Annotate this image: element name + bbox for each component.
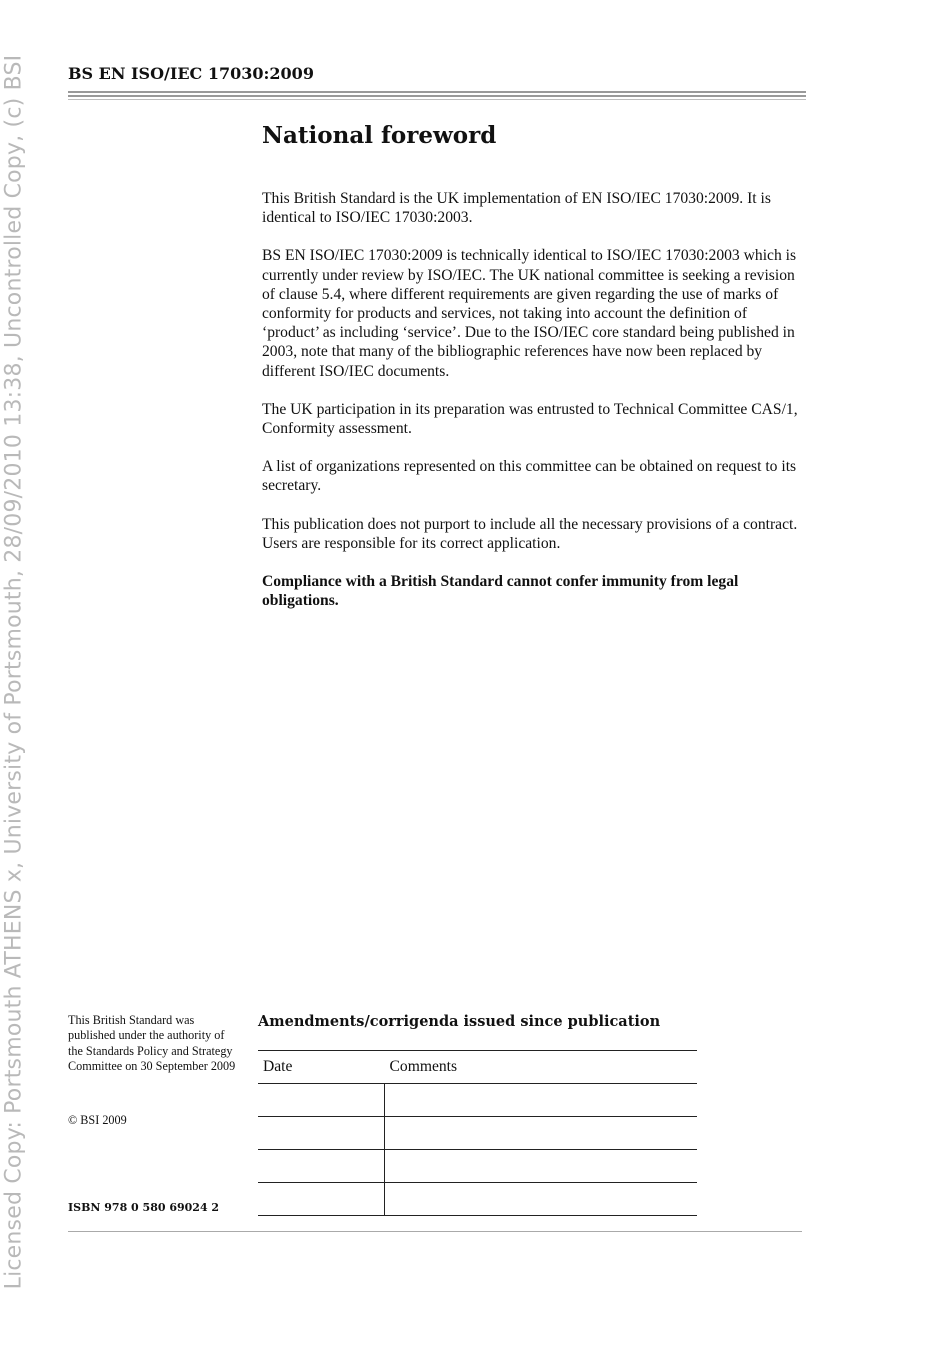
- paragraph: This publication does not purport to include all the necessary provisions of a contract. Users are responsible for its correct application.: [262, 515, 798, 552]
- table-row: [258, 1183, 697, 1216]
- publication-note: This British Standard was published under the authority of the Standards Policy and Strategy Committee on 30 September 2009: [68, 1013, 236, 1074]
- table-row: [258, 1084, 697, 1117]
- paragraph: A list of organizations represented on this committee can be obtained on request to its secretary.: [262, 458, 797, 495]
- column-header-date: Date: [258, 1051, 385, 1084]
- footer-rule: [68, 1231, 802, 1232]
- column-header-comments: Comments: [385, 1051, 698, 1084]
- foreword-body: [262, 189, 807, 629]
- paragraph: This British Standard is the UK implementation of EN ISO/IEC 17030:2009. It is identical to ISO/IEC 17030:2003.: [262, 190, 771, 227]
- paragraph: The UK participation in its preparation was entrusted to Technical Committee CAS/1, Conformity assessment.: [262, 400, 798, 438]
- table-row: [258, 1117, 697, 1150]
- comments-cell: [385, 1183, 698, 1216]
- comments-cell: [385, 1150, 698, 1183]
- compliance-statement: Compliance with a British Standard cannot confer immunity from legal obligations.: [262, 573, 739, 610]
- license-watermark: [0, 0, 30, 1345]
- document-id: BS EN ISO/IEC 17030:2009: [68, 64, 314, 83]
- table-header-row: [258, 1051, 697, 1084]
- paragraph: BS EN ISO/IEC 17030:2009 is technically identical to ISO/IEC 17030:2003 which is currently under review by ISO/IEC. The UK national committee is seeking a revision of clause 5.4, where different requirements are given regarding the use of marks of conformity for products and services, not taking into account the definition of ‘product’ as including ‘service’. Due to the ISO/IEC core standard being published in 2003, note that many of the bibliographic references have now been replaced by different ISO/IEC documents.: [262, 247, 797, 380]
- header-rule: [68, 99, 806, 100]
- date-cell: [258, 1150, 385, 1183]
- comments-cell: [385, 1084, 698, 1117]
- date-cell: [258, 1117, 385, 1150]
- date-cell: [258, 1183, 385, 1216]
- watermark-text: Licensed Copy: Portsmouth ATHENS x, University of Portsmouth, 28/09/2010 13:38, Uncontrolled Copy, (c) BSI: [1, 54, 27, 1290]
- header-rule: [68, 91, 806, 93]
- page-title: National foreword: [262, 122, 497, 149]
- table-row: [258, 1150, 697, 1183]
- amendments-title: Amendments/corrigenda issued since publication: [258, 1013, 661, 1030]
- isbn: ISBN 978 0 580 69024 2: [68, 1201, 220, 1214]
- date-cell: [258, 1084, 385, 1117]
- comments-cell: [385, 1117, 698, 1150]
- header-rule: [68, 95, 806, 97]
- amendments-table: [258, 1050, 697, 1216]
- copyright: © BSI 2009: [68, 1113, 127, 1127]
